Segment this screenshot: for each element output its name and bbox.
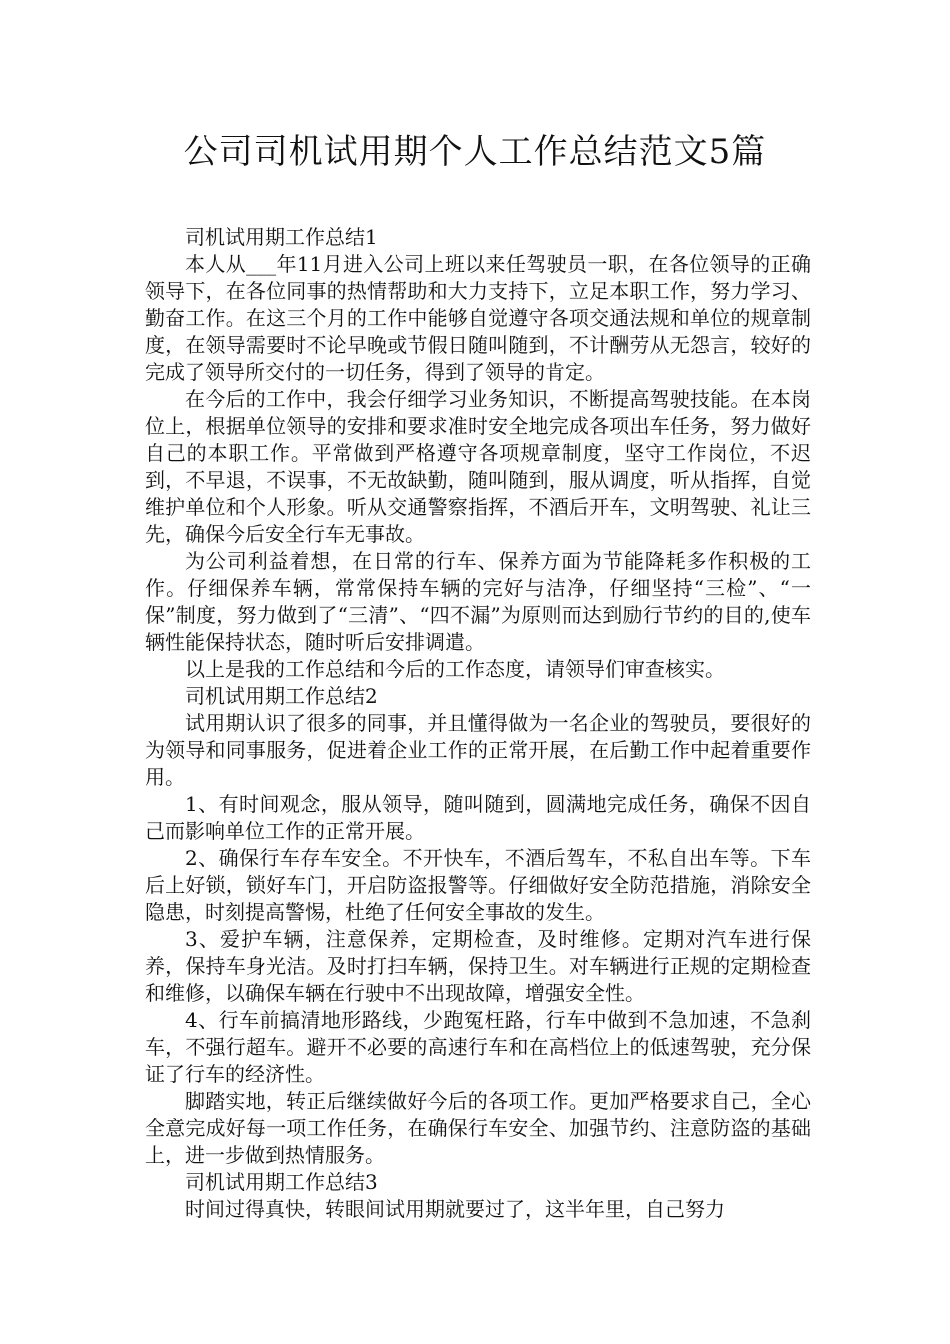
section-heading: 司机试用期工作总结2 — [185, 684, 378, 708]
list-item: 3、爱护车辆，注意保养，定期检查，及时维修。定期对汽车进行保养，保持车身光洁。及时打扫车辆，保持卫生。对车辆进行正规的定期检查和维修，以确保车辆在行驶中不出现故障，增强安全性。 — [145, 927, 811, 1005]
paragraph: 以上是我的工作总结和今后的工作态度，请领导们审查核实。 — [185, 657, 725, 681]
document-title: 公司司机试用期个人工作总结范文5篇 — [183, 132, 767, 172]
list-item: 2、确保行车存车安全。不开快车，不酒后驾车，不私自出车等。下车后上好锁，锁好车门，开启防盗报警等。仔细做好安全防范措施，消除安全隐患，时刻提高警惕，杜绝了任何安全事故的发生。 — [145, 846, 811, 924]
list-item: 1、有时间观念，服从领导，随叫随到，圆满地完成任务，确保不因自己而影响单位工作的正常开展。 — [145, 792, 811, 843]
paragraph: 时间过得真快，转眼间试用期就要过了，这半年里，自己努力 — [185, 1197, 725, 1221]
list-item: 4、行车前搞清地形路线，少跑冤枉路，行车中做到不急加速，不急刹车，不强行超车。避开不必要的高速行车和在高档位上的低速驾驶，充分保证了行车的经济性。 — [145, 1008, 811, 1086]
document-body — [145, 224, 811, 1223]
paragraph: 本人从___年11月进入公司上班以来任驾驶员一职，在各位领导的正确领导下，在各位同事的热情帮助和大力支持下，立足本职工作，努力学习、勤奋工作。在这三个月的工作中能够自觉遵守各项交通法规和单位的规章制度，在领导需要时不论早晚或节假日随叫随到，不计酬劳从无怨言，较好的完成了领导所交付的一切任务，得到了领导的肯定。 — [145, 252, 811, 384]
paragraph: 脚踏实地，转正后继续做好今后的各项工作。更加严格要求自己，全心全意完成好每一项工作任务，在确保行车安全、加强节约、注意防盗的基础上，进一步做到热情服务。 — [145, 1089, 811, 1167]
section-heading: 司机试用期工作总结3 — [185, 1170, 378, 1194]
paragraph: 试用期认识了很多的同事，并且懂得做为一名企业的驾驶员，要很好的为领导和同事服务，促进着企业工作的正常开展，在后勤工作中起着重要作用。 — [145, 711, 811, 789]
section-heading: 司机试用期工作总结1 — [185, 225, 378, 249]
paragraph: 在今后的工作中，我会仔细学习业务知识，不断提高驾驶技能。在本岗位上，根据单位领导的安排和要求准时安全地完成各项出车任务，努力做好自己的本职工作。平常做到严格遵守各项规章制度，坚守工作岗位，不迟到，不早退，不误事，不无故缺勤，随叫随到，服从调度，听从指挥，自觉维护单位和个人形象。听从交通警察指挥，不酒后开车，文明驾驶、礼让三先，确保今后安全行车无事故。 — [145, 387, 811, 546]
paragraph: 为公司利益着想，在日常的行车、保养方面为节能降耗多作积极的工作。仔细保养车辆，常常保持车辆的完好与洁净，仔细坚持“三检”、“一保”制度，努力做到了“三清”、“四不漏”为原则而达到励行节约的目的,使车辆性能保持状态，随时听后安排调遣。 — [145, 549, 811, 654]
